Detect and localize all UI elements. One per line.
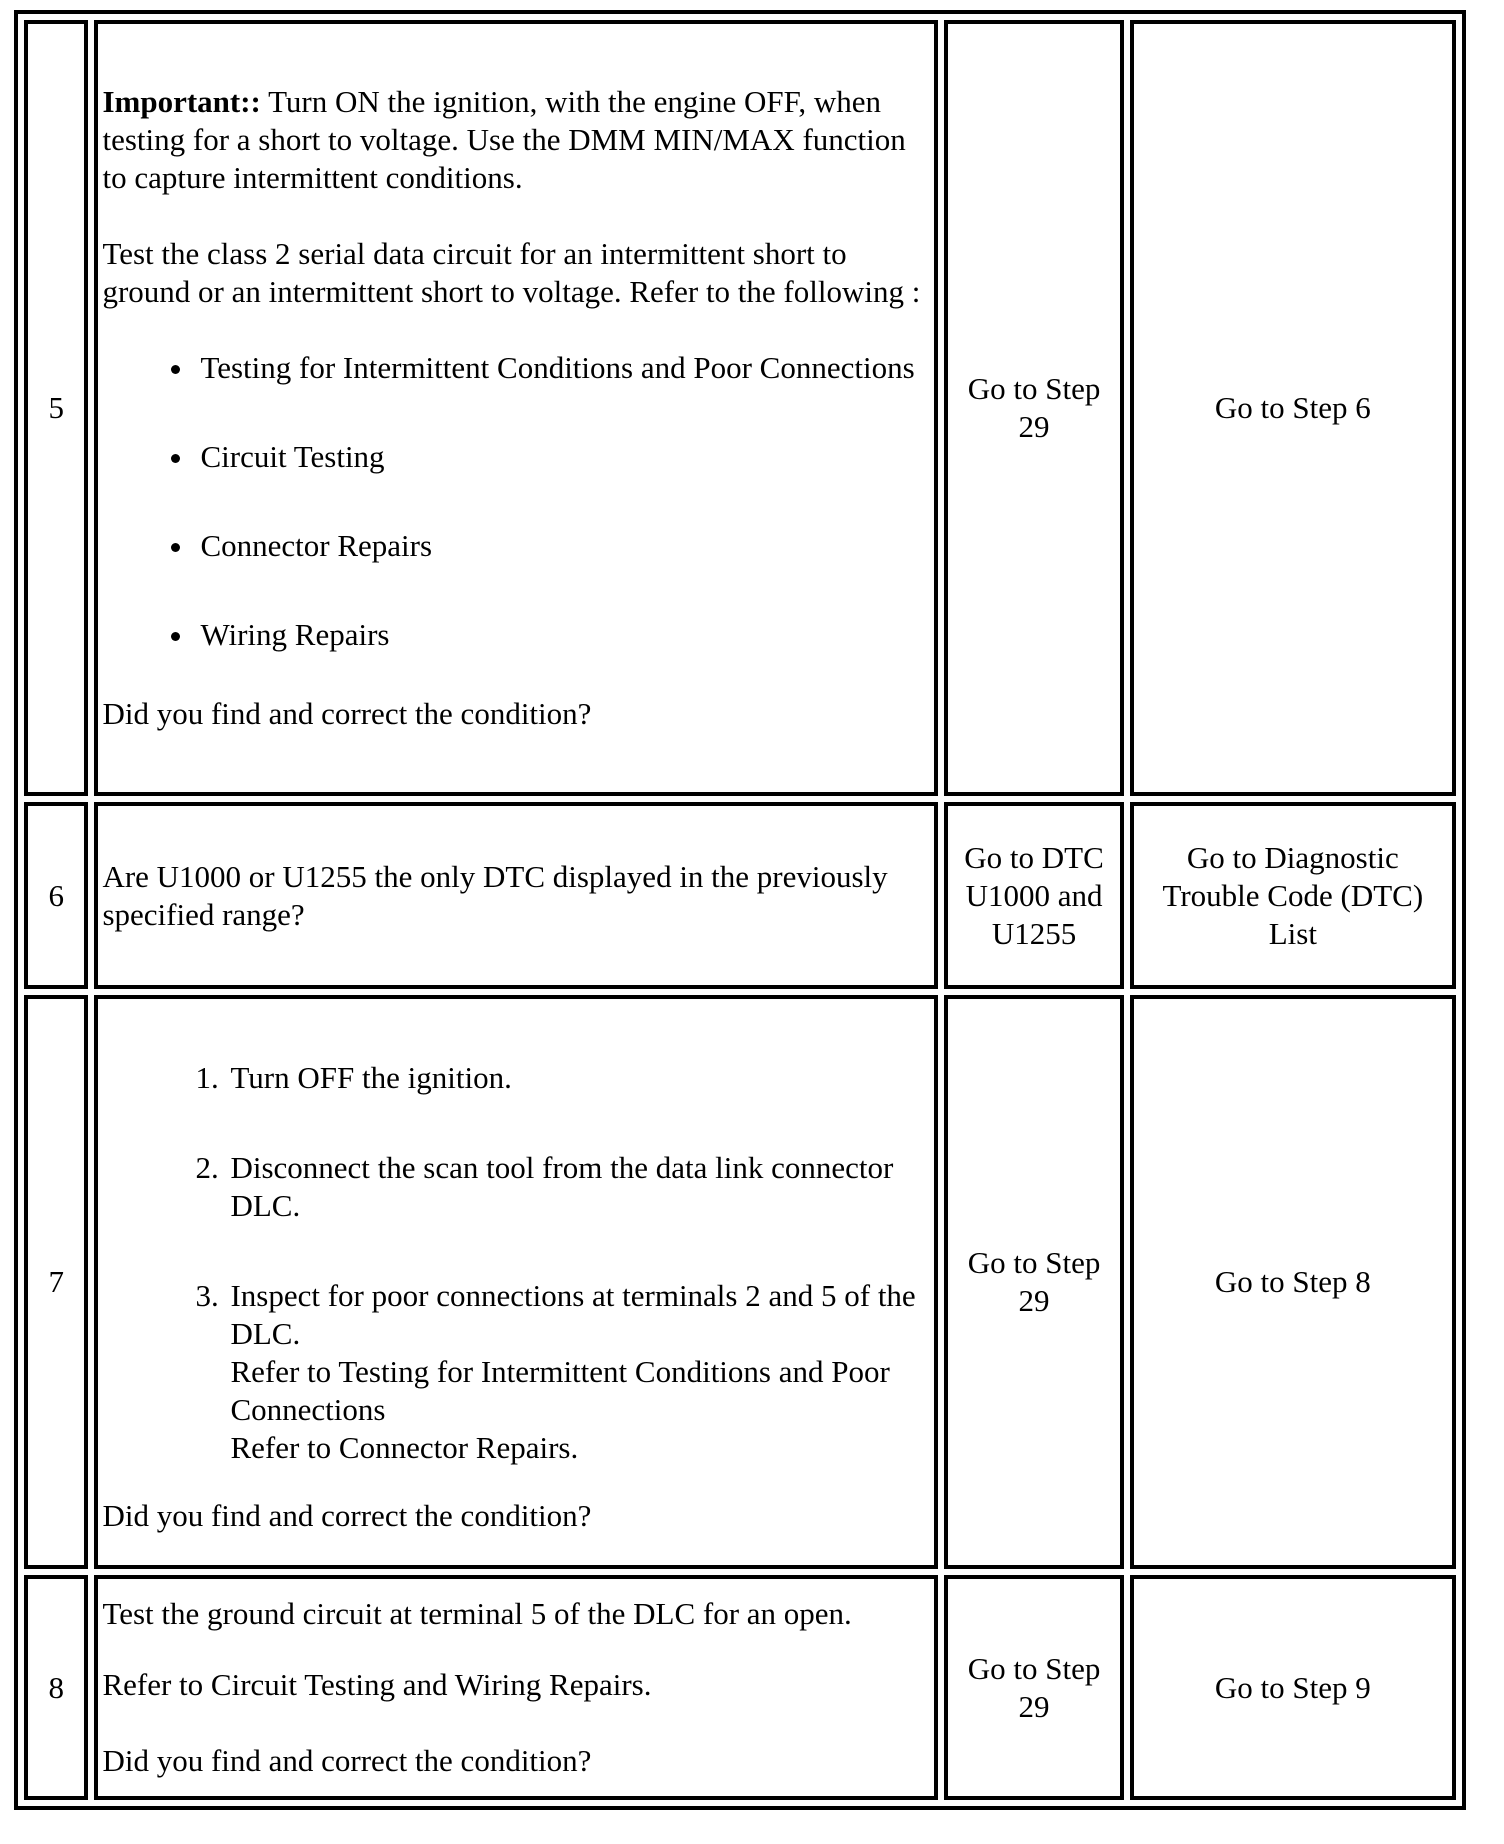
action-cell bbox=[94, 20, 938, 796]
list-item: • Testing for Intermittent Conditions and Poor Connections bbox=[196, 349, 930, 387]
action-cell bbox=[94, 802, 938, 989]
table-row bbox=[24, 995, 1456, 1569]
procedure-list bbox=[102, 1059, 930, 1467]
no-result: Go to Step 6 bbox=[1130, 20, 1456, 796]
yes-result: Go to DTC U1000 and U1255 bbox=[944, 802, 1123, 989]
list-item: 2. Disconnect the scan tool from the data link connector DLC. bbox=[226, 1149, 930, 1225]
question-text: Did you find and correct the condition? bbox=[102, 1743, 592, 1778]
important-note bbox=[102, 83, 930, 197]
reference-list bbox=[102, 349, 930, 654]
step-number: 7 bbox=[24, 995, 88, 1569]
list-item: • Wiring Repairs bbox=[196, 616, 930, 654]
list-item: • Circuit Testing bbox=[196, 438, 930, 476]
step-number: 8 bbox=[24, 1575, 88, 1800]
no-result: Go to Diagnostic Trouble Code (DTC) List bbox=[1130, 802, 1456, 989]
no-result: Go to Step 9 bbox=[1130, 1575, 1456, 1800]
list-item: 1. Turn OFF the ignition. bbox=[226, 1059, 930, 1097]
table-row bbox=[24, 802, 1456, 989]
step-number: 5 bbox=[24, 20, 88, 796]
instruction-text: Test the ground circuit at terminal 5 of the DLC for an open. bbox=[102, 1596, 852, 1631]
important-text: Turn ON the ignition, with the engine OFF, when testing for a short to voltage. Use the DMM MIN/MAX function to capture intermittent conditions. bbox=[102, 84, 906, 195]
table-row bbox=[24, 20, 1456, 796]
reference-text: Refer to Connector Repairs. bbox=[230, 1430, 579, 1465]
yes-result: Go to Step 29 bbox=[944, 995, 1123, 1569]
no-result: Go to Step 8 bbox=[1130, 995, 1456, 1569]
list-item: • Connector Repairs bbox=[196, 527, 930, 565]
yes-result: Go to Step 29 bbox=[944, 1575, 1123, 1800]
question-text: Did you find and correct the condition? bbox=[102, 1498, 592, 1533]
question-text: Are U1000 or U1255 the only DTC displayed in the previously specified range? bbox=[102, 858, 888, 932]
step-number: 6 bbox=[24, 802, 88, 989]
instruction-text: Test the class 2 serial data circuit for an intermittent short to ground or an intermittent short to voltage. Refer to the following : bbox=[102, 236, 921, 309]
important-label: Important:: bbox=[102, 84, 261, 119]
yes-result: Go to Step 29 bbox=[944, 20, 1123, 796]
action-cell bbox=[94, 1575, 938, 1800]
action-cell bbox=[94, 995, 938, 1569]
list-item: 3. Inspect for poor connections at terminals 2 and 5 of the DLC. Refer to Testing for Intermittent Conditions and Poor Connections Refer to Connector Repairs. bbox=[226, 1277, 930, 1467]
reference-text: Refer to Testing for Intermittent Conditions and Poor Connections bbox=[230, 1354, 890, 1427]
reference-text: Refer to Circuit Testing and Wiring Repairs. bbox=[102, 1667, 652, 1702]
table-row bbox=[24, 1575, 1456, 1800]
diagnostic-table bbox=[14, 10, 1466, 1810]
question-text: Did you find and correct the condition? bbox=[102, 696, 592, 731]
